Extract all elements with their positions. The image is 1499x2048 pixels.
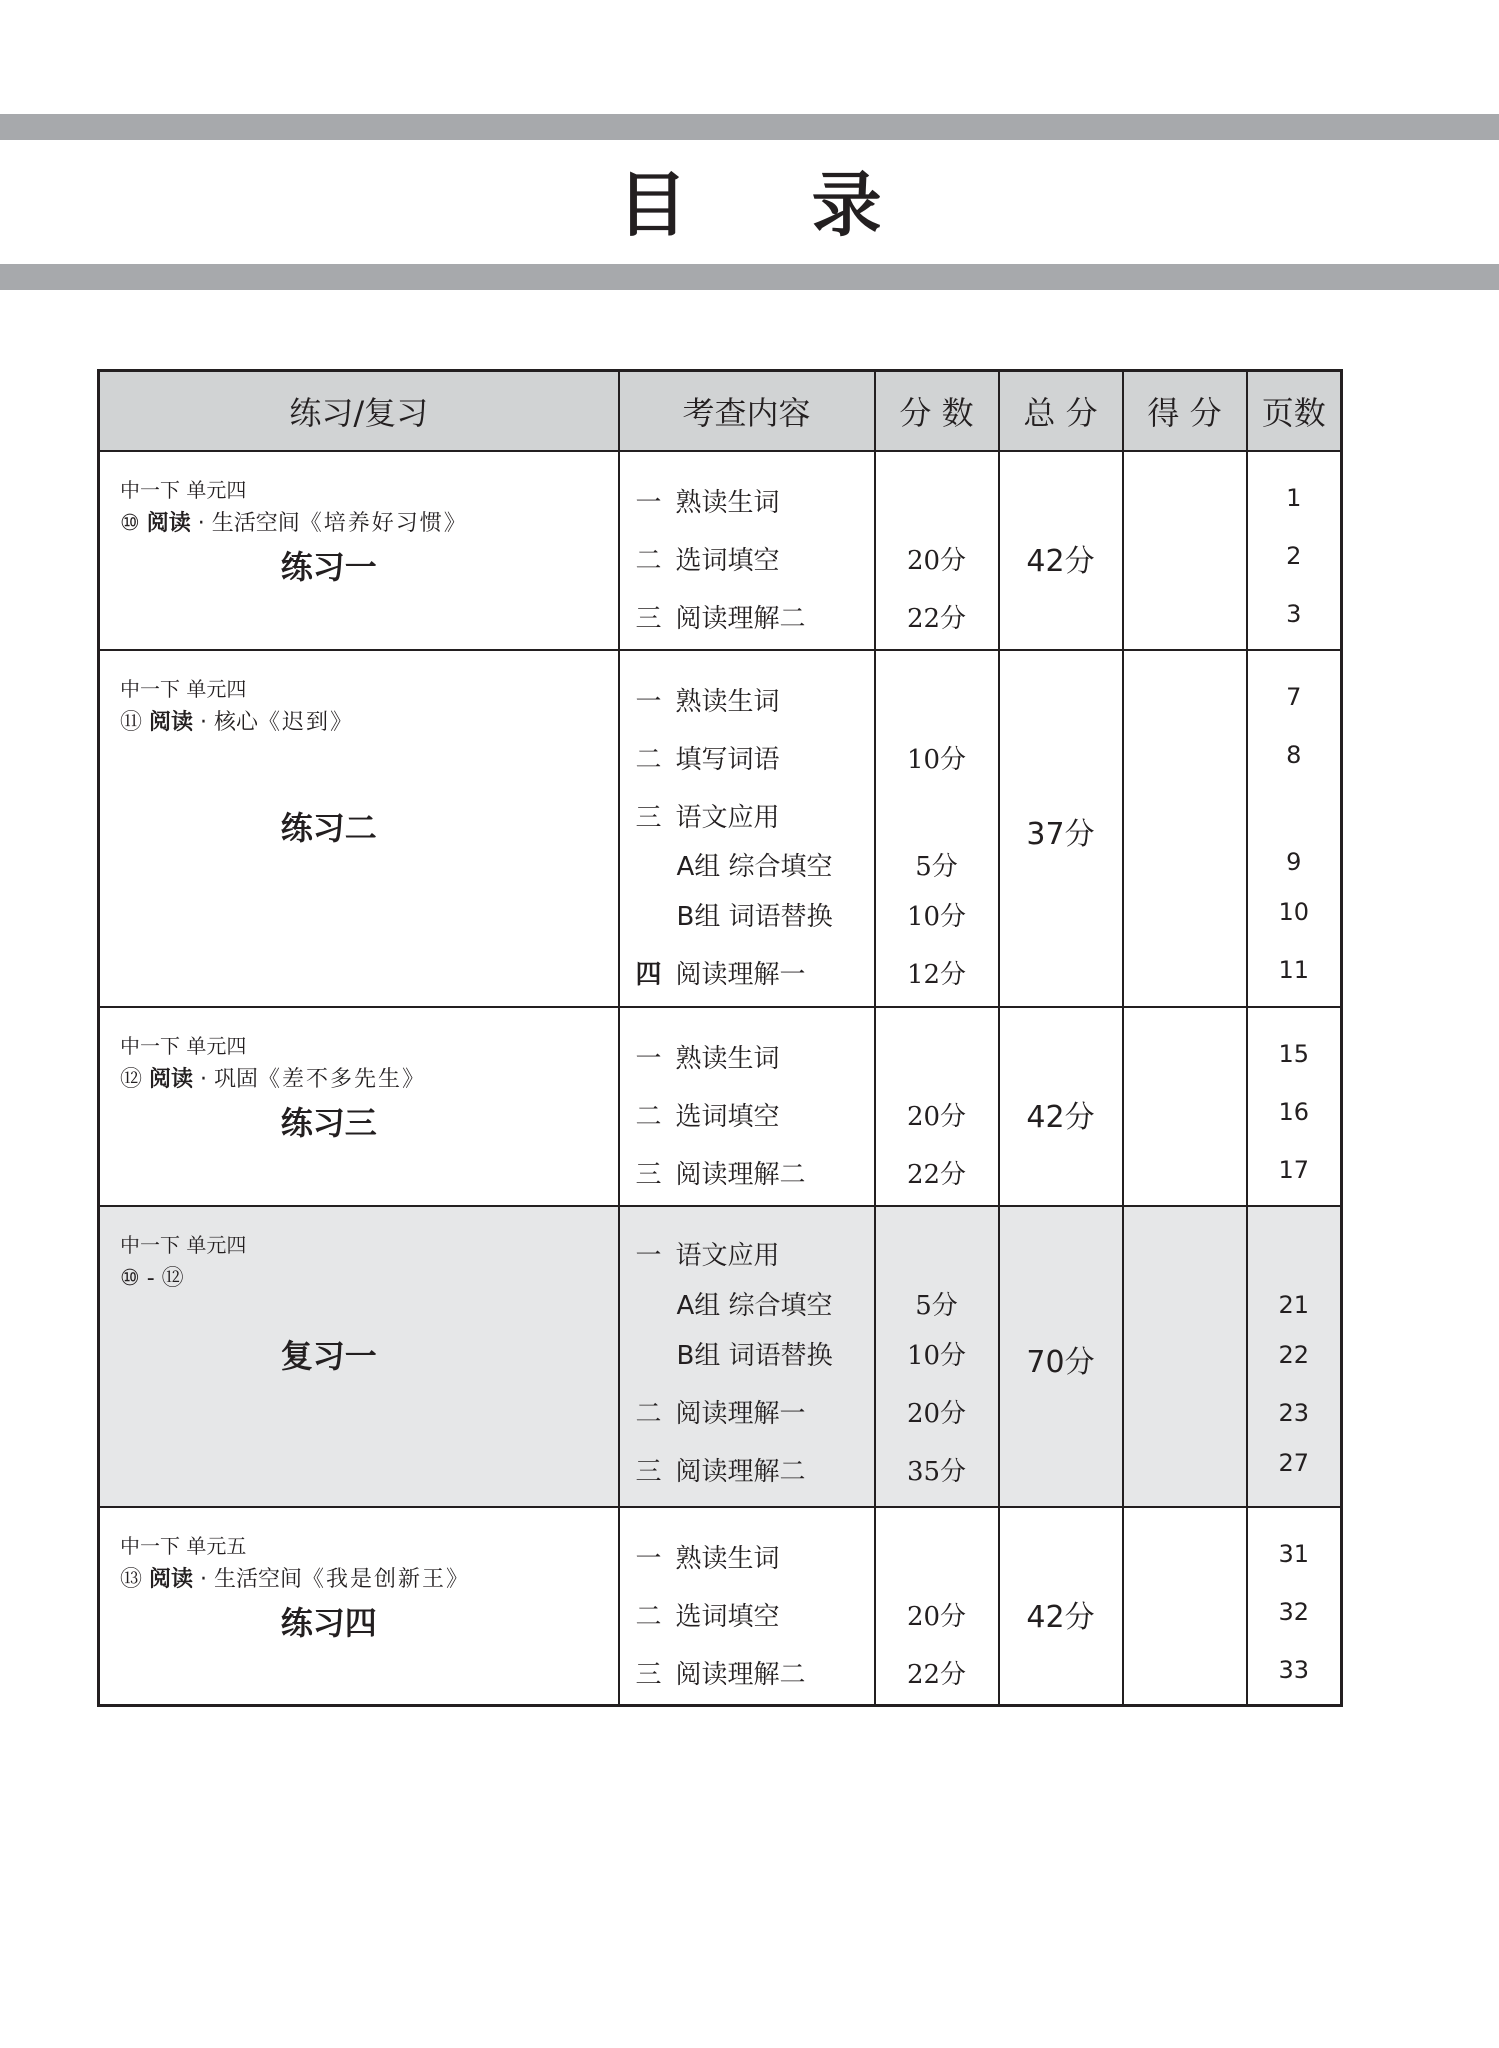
- exercise-name: 练习二: [280, 808, 377, 847]
- item-number: 三: [635, 1159, 662, 1190]
- page-number: 27: [1278, 1448, 1310, 1477]
- header-page: 页数: [1247, 371, 1342, 452]
- item-text: 阅读理解一: [675, 1398, 806, 1429]
- item-number: 一: [635, 1240, 662, 1271]
- item-score: 20分: [906, 1398, 967, 1429]
- unit-label: 中一下 单元四: [120, 1232, 247, 1257]
- unit-label: 中一下 单元四: [120, 676, 247, 701]
- item-score: 5分: [915, 1290, 958, 1321]
- item-number: 一: [635, 1043, 662, 1074]
- total-score: 70分: [1026, 1344, 1095, 1380]
- total-score: 37分: [1026, 816, 1095, 852]
- item-number: 二: [635, 546, 662, 576]
- item-score: 10分: [906, 901, 967, 932]
- reading-label: [120, 705, 354, 736]
- earned-cell: [1123, 1007, 1247, 1206]
- unit-label: 中一下 单元五: [120, 1533, 247, 1558]
- item-number: 一: [635, 686, 662, 717]
- header-total: 总 分: [999, 371, 1123, 452]
- item-text: 阅读理解二: [675, 604, 806, 634]
- story-title: 《迟到》: [258, 709, 355, 735]
- reading-label: [120, 506, 468, 537]
- item-text: 选词填空: [675, 546, 780, 576]
- page-number: 9: [1286, 847, 1302, 876]
- item-score: 10分: [906, 1340, 967, 1371]
- page-number: 15: [1278, 1039, 1310, 1068]
- exercise-name: 复习一: [280, 1336, 377, 1375]
- exercise-name: 练习四: [280, 1603, 377, 1642]
- reading-tag: 阅读: [146, 511, 191, 536]
- item-text: 阅读理解二: [675, 1456, 806, 1487]
- lesson-number: ⑫: [120, 1066, 143, 1092]
- story-title: 《我是创新王》: [302, 1566, 471, 1592]
- page-number: 32: [1278, 1597, 1310, 1626]
- page-number: 21: [1278, 1290, 1310, 1319]
- item-score: 20分: [906, 546, 967, 576]
- reading-tag: 阅读: [149, 709, 194, 735]
- item-text: A组 综合填空: [676, 851, 833, 882]
- page-number: 33: [1278, 1655, 1310, 1684]
- item-text: B组 词语替换: [676, 1340, 833, 1371]
- table-row: [99, 451, 1342, 650]
- lesson-number: ⑩: [120, 511, 140, 536]
- lesson-number: ⑬: [120, 1566, 143, 1592]
- table-row: [99, 650, 1342, 1007]
- total-score: 42分: [1026, 1599, 1095, 1635]
- page-number: 8: [1286, 740, 1302, 769]
- item-text: 语文应用: [675, 802, 780, 833]
- item-number: 三: [635, 1456, 662, 1487]
- item-score: 22分: [906, 604, 967, 634]
- page-number: 22: [1278, 1340, 1310, 1369]
- item-number: 三: [635, 1659, 662, 1690]
- page-number: 11: [1278, 955, 1310, 984]
- item-text: 阅读理解二: [675, 1659, 806, 1690]
- item-score: 22分: [906, 1159, 967, 1190]
- total-score: 42分: [1026, 544, 1095, 579]
- table-row: [99, 1007, 1342, 1206]
- page-title: 目 录: [617, 163, 932, 246]
- item-score: 22分: [906, 1659, 967, 1690]
- contents-table: [97, 369, 1343, 1707]
- item-text: 熟读生词: [675, 686, 780, 717]
- header-content: 考查内容: [619, 371, 875, 452]
- item-number: 三: [635, 604, 662, 634]
- reading-category: · 核心: [193, 709, 259, 735]
- story-title: 《差不多先生》: [258, 1066, 427, 1092]
- page-number: 23: [1278, 1398, 1310, 1427]
- exercise-name: 练习一: [280, 548, 377, 586]
- page-number: 2: [1286, 542, 1302, 570]
- reading-category: · 生活空间: [190, 511, 300, 536]
- item-number: 二: [635, 744, 662, 775]
- item-number: 四: [635, 959, 662, 990]
- item-score: 35分: [906, 1456, 967, 1487]
- earned-cell: [1123, 650, 1247, 1007]
- item-text: 熟读生词: [675, 1543, 780, 1574]
- item-number: 一: [635, 1543, 662, 1574]
- item-score: 10分: [906, 744, 967, 775]
- item-text: 选词填空: [675, 1601, 780, 1632]
- page-number: 7: [1286, 682, 1302, 711]
- table-row: [99, 1206, 1342, 1507]
- item-text: 语文应用: [675, 1240, 780, 1271]
- exercise-name: 练习三: [280, 1103, 377, 1142]
- item-text: 阅读理解二: [675, 1159, 806, 1190]
- item-number: 二: [635, 1398, 662, 1429]
- header-exercise: 练习/复习: [99, 371, 619, 452]
- header-band-bottom: [0, 264, 1499, 290]
- item-text: 阅读理解一: [675, 959, 806, 990]
- unit-label: 中一下 单元四: [120, 478, 247, 502]
- table-row: [99, 1507, 1342, 1706]
- page-number: 10: [1278, 897, 1310, 926]
- item-score: 20分: [906, 1101, 967, 1132]
- item-text: 选词填空: [675, 1101, 780, 1132]
- page-number: 16: [1278, 1097, 1310, 1126]
- reading-category: · 生活空间: [193, 1566, 303, 1592]
- table-header-row: [99, 371, 1342, 452]
- item-number: 二: [635, 1101, 662, 1132]
- page-number: 31: [1278, 1539, 1310, 1568]
- earned-cell: [1123, 1507, 1247, 1706]
- header-score: 分 数: [875, 371, 999, 452]
- earned-cell: [1123, 451, 1247, 650]
- total-score: 42分: [1026, 1099, 1095, 1135]
- item-score: 5分: [915, 851, 958, 882]
- reading-label: [120, 1062, 426, 1093]
- item-text: 熟读生词: [675, 1043, 780, 1074]
- item-score: 12分: [906, 959, 967, 990]
- page-number: 3: [1286, 600, 1302, 628]
- item-text: 熟读生词: [675, 488, 780, 518]
- page-number: 1: [1286, 484, 1302, 512]
- lesson-range: ⑩ - ⑫: [120, 1265, 184, 1291]
- item-score: 20分: [906, 1601, 967, 1632]
- earned-cell: [1123, 1206, 1247, 1507]
- reading-label: [120, 1562, 470, 1593]
- item-number: 三: [635, 802, 662, 833]
- item-number: 一: [635, 488, 662, 518]
- item-text: A组 综合填空: [676, 1290, 833, 1321]
- header-earned: 得 分: [1123, 371, 1247, 452]
- lesson-number: ⑪: [120, 709, 143, 735]
- page-number: 17: [1278, 1155, 1310, 1184]
- reading-category: · 巩固: [193, 1066, 259, 1092]
- reading-tag: 阅读: [149, 1066, 194, 1092]
- unit-label: 中一下 单元四: [120, 1033, 247, 1058]
- header-band-top: [0, 114, 1499, 140]
- reading-tag: 阅读: [149, 1566, 194, 1592]
- item-text: B组 词语替换: [676, 901, 833, 932]
- item-text: 填写词语: [675, 744, 780, 775]
- story-title: 《培养好习惯》: [299, 511, 468, 536]
- item-number: 二: [635, 1601, 662, 1632]
